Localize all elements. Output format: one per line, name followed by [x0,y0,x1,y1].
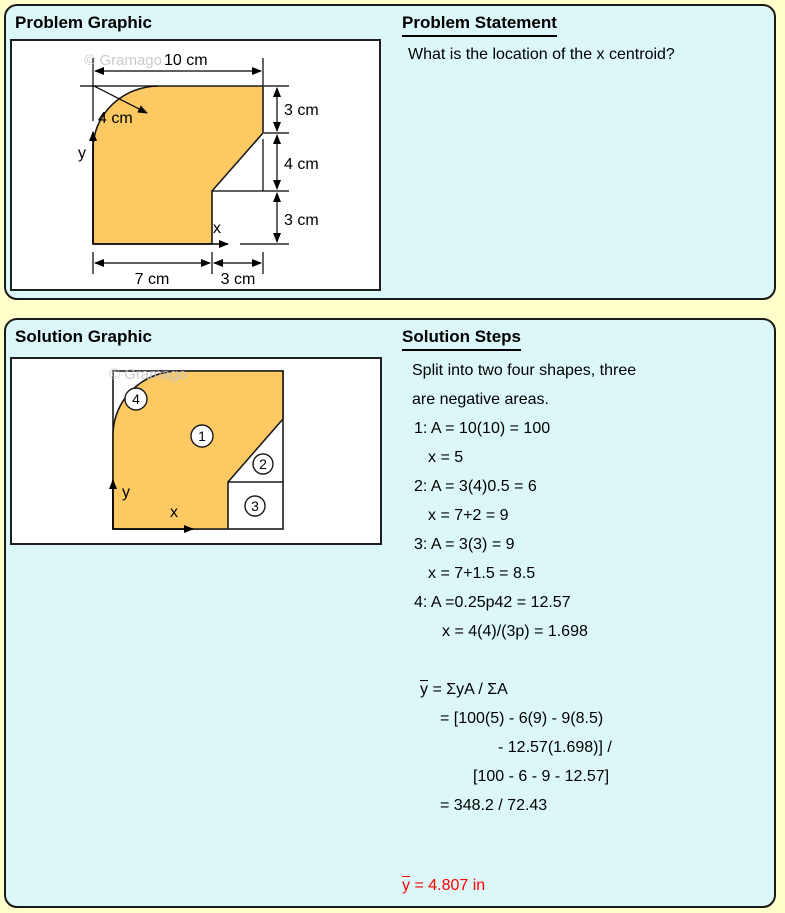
dim-label-right-2: 4 cm [284,156,319,173]
solution-graphic-figure [12,359,380,543]
region-1-number: 1 [198,428,206,444]
y-axis-label: y [122,484,130,501]
dim-label-radius: 4 cm [98,110,133,127]
ybar-formula-line [397,675,772,704]
solution-step-line: 2: A = 3(4)0.5 = 6 [414,478,537,495]
calc-line: = [100(5) - 6(9) - 9(8.5) [440,710,604,727]
solution-step-line: 4: A =0.25p42 = 12.57 [414,594,571,611]
y-axis-label: y [78,145,86,162]
dim-label-top: 10 cm [164,52,208,69]
solution-graphic-heading: Solution Graphic [15,327,152,346]
region-badge-1 [191,425,213,447]
dim-label-right-3: 3 cm [284,212,319,229]
solution-step-line: 1: A = 10(10) = 100 [414,420,551,437]
y-bar-symbol: $\overline{y}$ [420,681,428,698]
solution-step-line: x = 7+1.5 = 8.5 [428,565,536,582]
region-badge-2 [253,454,273,474]
solution-graphic-box [10,357,382,545]
ybar-formula-rest: = ΣyA / ΣA [428,681,508,698]
final-answer-line [397,871,772,900]
problem-statement-text: What is the location of the x centroid? [408,46,675,63]
solution-step-line: x = 5 [428,449,464,466]
problem-graphic-box [10,39,381,291]
problem-statement-heading: Problem Statement [402,12,557,37]
problem-graphic-figure [12,41,379,289]
region-3-number: 3 [251,498,259,514]
final-answer-value: = 4.807 in [410,877,486,894]
watermark-text: © Gramago [84,52,162,69]
problem-graphic-heading: Problem Graphic [15,13,152,32]
region-badge-4 [125,388,147,410]
solution-intro-line-1: Split into two four shapes, three [412,362,637,379]
watermark-text: © Gramago [109,366,187,383]
solution-panel [4,318,776,908]
x-axis-label: x [170,504,178,521]
calc-line: = 348.2 / 72.43 [440,797,548,814]
calc-line: - 12.57(1.698)] / [498,739,612,756]
problem-panel [4,4,776,300]
dim-label-bottom-1: 7 cm [134,271,170,288]
spacer-line [397,646,772,675]
y-bar-symbol: $\overline{y}$ [402,877,410,894]
solution-step-line: x = 7+2 = 9 [428,507,509,524]
region-badge-3 [245,496,265,516]
solution-steps [397,356,772,900]
solution-step-line: x = 4(4)/(3p) = 1.698 [442,623,588,640]
dim-label-bottom-2: 3 cm [220,271,256,288]
solution-steps-heading: Solution Steps [402,326,521,351]
dim-label-right-1: 3 cm [284,102,319,119]
calc-line: [100 - 6 - 9 - 12.57] [473,768,610,785]
region-2-number: 2 [259,456,267,472]
solution-intro-line-2: are negative areas. [412,391,549,408]
x-axis-label: x [213,220,221,237]
region-4-number: 4 [132,391,140,407]
solution-step-line: 3: A = 3(3) = 9 [414,536,515,553]
